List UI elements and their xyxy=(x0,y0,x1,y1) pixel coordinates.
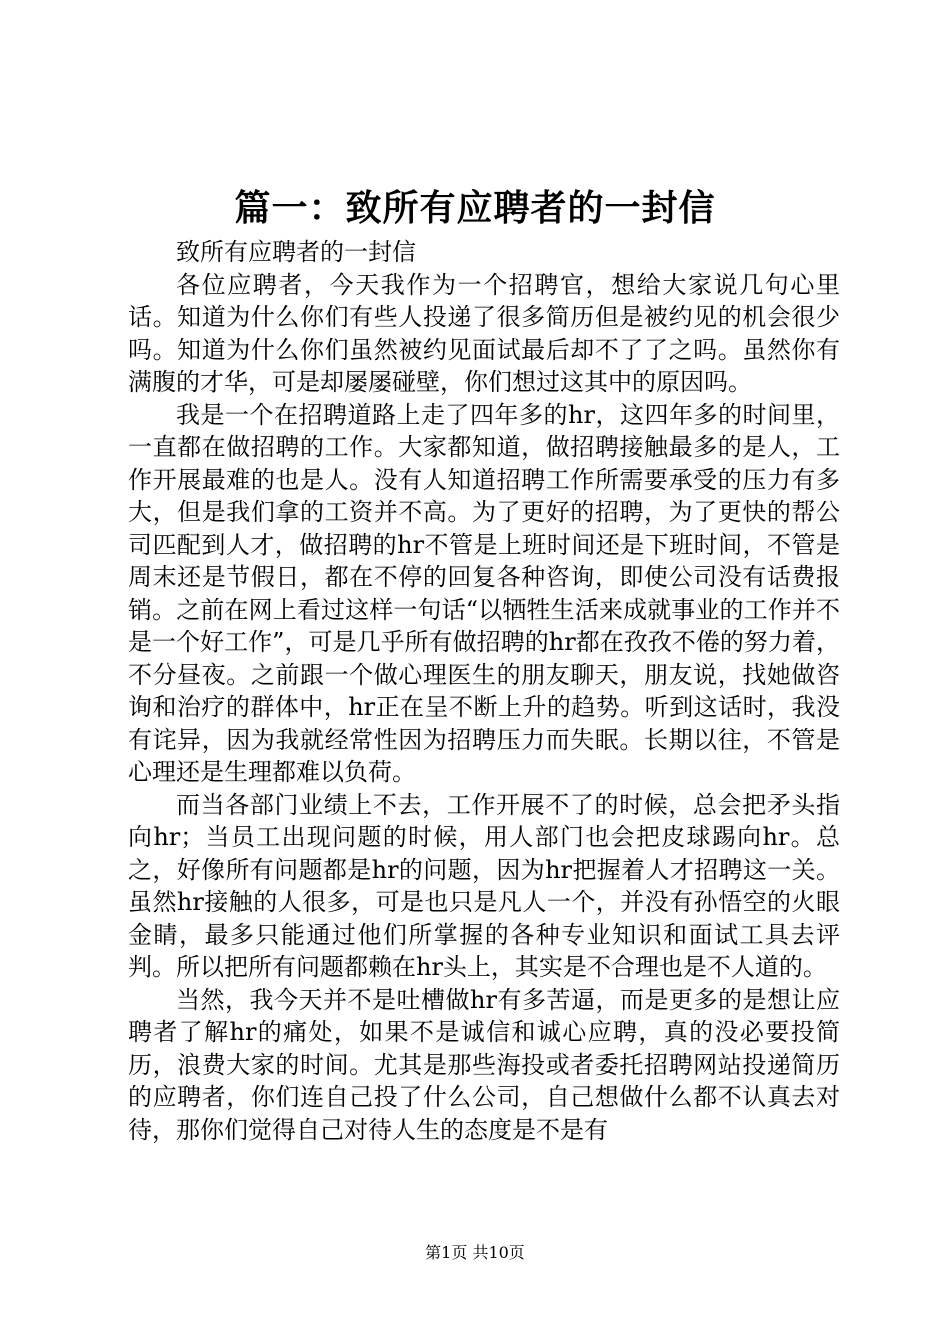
paragraph-hr-blame: 而当各部门业绩上不去，工作开展不了的时候，总会把矛头指向hr；当员工出现问题的时候，用人部门也会把皮球踢向hr。总之，好像所有问题都是hr的问题，因为hr把握着人才招聘这一关。虽然hr接触的人很多，可是也只是凡人一个，并没有孙悟空的火眼金睛，最多只能通过他们所掌握的各种专业知识和面试工具去评判。所以把所有问题都赖在hr头上，其实是不合理也是不人道的。 xyxy=(128,790,840,981)
paragraph-sincerity: 当然，我今天并不是吐槽做hr有多苦逼，而是更多的是想让应聘者了解hr的痛处，如果不是诚信和诚心应聘，真的没必要投简历，浪费大家的时间。尤其是那些海投或者委托招聘网站投递简历的应聘者，你们连自己投了什么公司，自己想做什么都不认真去对待，那你们觉得自己对待人生的态度是不是有 xyxy=(128,985,840,1144)
paragraph-intro: 各位应聘者，今天我作为一个招聘官，想给大家说几句心里话。知道为什么你们有些人投递了很多简历但是被约见的机会很少吗。知道为什么你们虽然被约见面试最后却不了了之吗。虽然你有满腹的才华，可是却屡屡碰壁，你们想过这其中的原因吗。 xyxy=(128,270,840,396)
page-footer: 第1页 共10页 xyxy=(425,1243,525,1262)
paragraph-hr-experience: 我是一个在招聘道路上走了四年多的hr，这四年多的时间里，一直都在做招聘的工作。大家都知道，做招聘接触最多的是人，工作开展最难的也是人。没有人知道招聘工作所需要承受的压力有多大，但是我们拿的工资并不高。为了更好的招聘，为了更快的帮公司匹配到人才，做招聘的hr不管是上班时间还是下班时间，不管是周末还是节假日，都在不停的回复各种咨询，即使公司没有话费报销。之前在网上看过这样一句话“以牺牲生活来成就事业的工作并不是一个好工作”，可是几乎所有做招聘的hr都在孜孜不倦的努力着，不分昼夜。之前跟一个做心理医生的朋友聊天，朋友说，找她做咨询和治疗的群体中，hr正在呈不断上升的趋势。听到这话时，我没有诧异，因为我就经常性因为招聘压力而失眠。长期以往，不管是心理还是生理都难以负荷。 xyxy=(128,400,840,786)
paragraph-greeting-heading: 致所有应聘者的一封信 xyxy=(176,238,416,266)
document-title: 篇一：致所有应聘者的一封信 xyxy=(234,187,716,229)
document-body xyxy=(128,236,840,1146)
